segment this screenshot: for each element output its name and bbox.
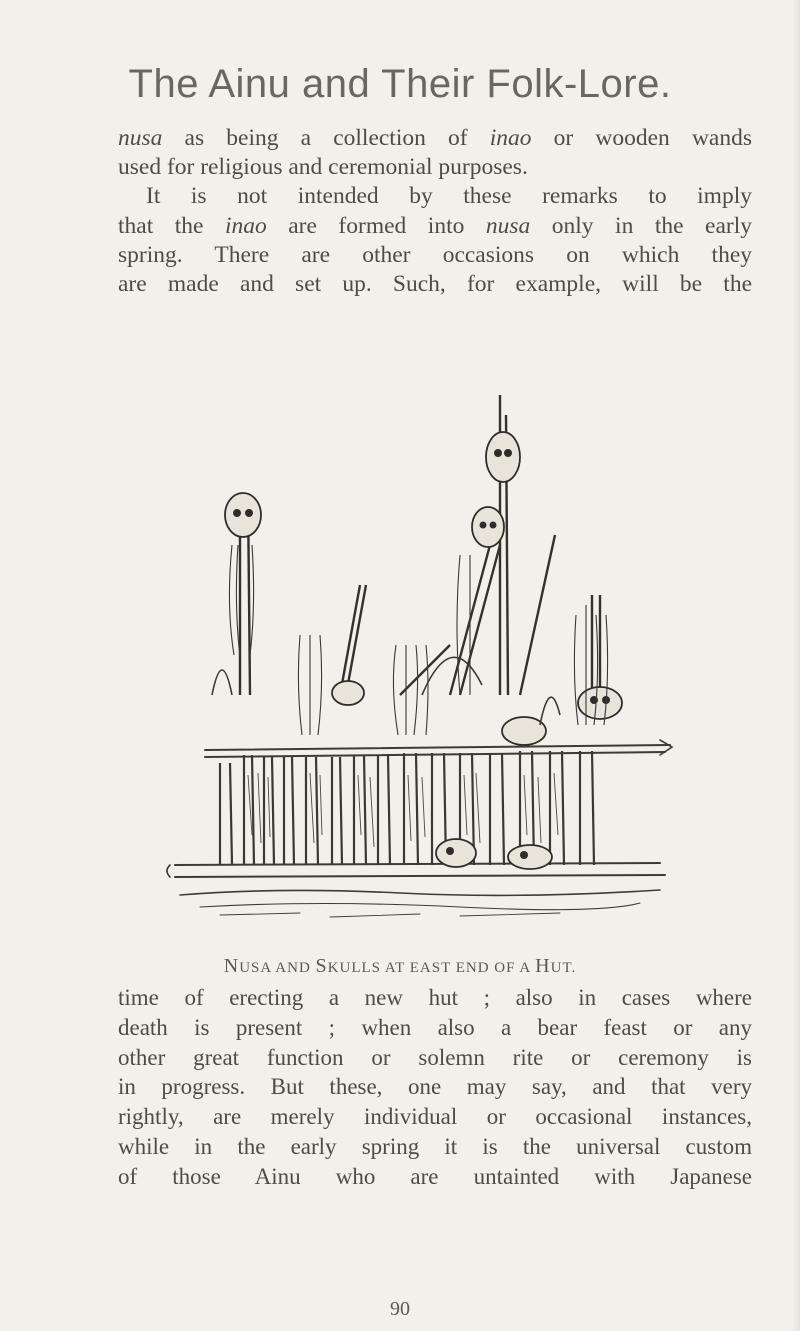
caption-smallcaps: USA AND (239, 960, 316, 976)
caption-smallcaps: KULLS AT EAST END OF A (327, 960, 536, 976)
italic-term: nusa (485, 212, 531, 239)
text-line: in progress. But these, one may say, and that very (118, 1074, 752, 1100)
text-span: only in the early (530, 212, 753, 239)
text-span: that the (118, 212, 225, 239)
text-line: used for religious and ceremonial purposes. (118, 154, 528, 181)
text-line: It is not intended by these remarks to imply (146, 183, 752, 210)
text-span: are formed into (266, 212, 486, 239)
page-number: 90 (390, 1298, 410, 1320)
text-line (118, 212, 752, 241)
caption-cap: S (315, 955, 328, 977)
text-line: are made and set up. Such, for example, will be the (118, 271, 752, 298)
text-span: or wooden wands (531, 125, 752, 151)
italic-term: inao (224, 212, 267, 239)
text-line: rightly, are merely individual or occasional instances, (118, 1104, 752, 1130)
figure-caption (0, 955, 800, 978)
nusa-skulls-illustration (160, 395, 690, 930)
text-line: spring. There are other occasions on which they (118, 241, 752, 268)
caption-cap: N (223, 955, 240, 977)
bottom-paragraph (118, 983, 752, 1192)
text-line: while in the early spring it is the universal custom (118, 1133, 752, 1159)
page-edge-shadow (792, 0, 800, 1331)
italic-term: inao (489, 125, 532, 151)
top-paragraph (118, 124, 752, 299)
text-line: other great function or solemn rite or ceremony is (118, 1044, 752, 1070)
text-span: as being a collection of (162, 125, 490, 151)
caption-cap: H (535, 955, 551, 977)
running-header: The Ainu and Their Folk-Lore. (128, 62, 672, 106)
italic-term: nusa (118, 125, 163, 151)
text-line: time of erecting a new hut ; also in cases where (118, 985, 752, 1010)
caption-smallcaps: UT. (550, 960, 577, 976)
text-line: of those Ainu who are untainted with Japanese (118, 1163, 752, 1189)
text-line: death is present ; when also a bear feast or any (118, 1014, 752, 1040)
text-line (118, 124, 752, 153)
